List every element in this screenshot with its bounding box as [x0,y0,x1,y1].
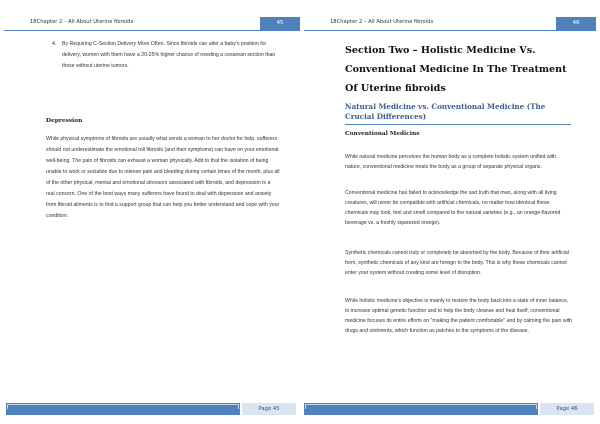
subtitle-rule [345,124,571,125]
footer-page-label: Page 45 [242,403,296,415]
page-header [304,17,596,30]
header-page-number: 45 [260,17,300,30]
page-footer [304,403,594,415]
header-rule [304,30,596,31]
header-title: 18Chapter 2 – All About Uterine fibroids [30,19,134,25]
section-subtitle: Natural Medicine vs. Conventional Medicine (The Crucial Differences) [345,102,546,121]
paragraph: While holistic medicine's objective is mainly to restore the body back into a state of inner balance, to increase optimal genetic function and to help the body cleanse and heal itself, conventional medicine focuses its entire efforts on "making the patient comfortable" and by calming the pain with drugs and ointments, which function as patches to the symptoms of the disease. [345,298,573,334]
footer-bar [304,403,538,415]
footer-bar [6,403,240,415]
section-title: Section Two – Holistic Medicine Vs. Conventional Medicine In The Treatment Of Uterine fibroids [345,45,567,94]
page-header [4,17,300,30]
footer-page-label: Page 46 [540,403,594,415]
paragraph: Synthetic chemicals cannot truly or completely be absorbed by the body. Because of their artificial form, synthetic chemicals of any kind are foreign to the body. This is why these chemicals cannot enter your system without creating some level of disruption. [345,250,569,276]
section-heading: Conventional Medicine [345,131,420,137]
page-footer [6,403,296,415]
header-title: 18Chapter 2 – All About Uterine fibroids [330,19,434,25]
header-rule [4,30,300,31]
list-item-text: By Requiring C-Section Delivery More Often. Since fibroids can alter a baby's position for delivery, women with them have a 20-25% higher chance of needing a cesarean section than those without uterine tumors. [62,41,276,69]
paragraph: While physical symptoms of fibroids are usually what sends a woman to her doctor for help, sufferers should not underestimate the emotional toll fibroids (and their symptoms) can have on your emotional well-being. The pain of fibroids can exhaust a woman physically. Add to that the isolation of being unable to work or socialize due to intense pain and bleeding during certain times of the month, plus all of the other physical, mental and emotional stressors associated with fibroids, and depression is a real concern. One of the best ways many sufferers have found to deal with depression and anxiety from fibroid ailments is to find a support group that can help you better understand and cope with your condition. [46,136,280,219]
section-heading: Depression [46,118,83,124]
list-item-number: 4. [52,41,57,47]
paragraph: Conventional medicine has failed to acknowledge the sad truth that man, along with all living creatures, will never be compatible with artificial chemicals, no matter how identical these chemicals may look, feel and smell compared to the natural varieties (e.g., an orange-flavored beverage vs. a freshly squeezed orange). [345,190,561,226]
paragraph: While natural medicine perceives the human body as a complete holistic system unified with nature, conventional medicine treats the body as a group of separate physical organs. [345,154,557,170]
header-page-number: 46 [556,17,596,30]
